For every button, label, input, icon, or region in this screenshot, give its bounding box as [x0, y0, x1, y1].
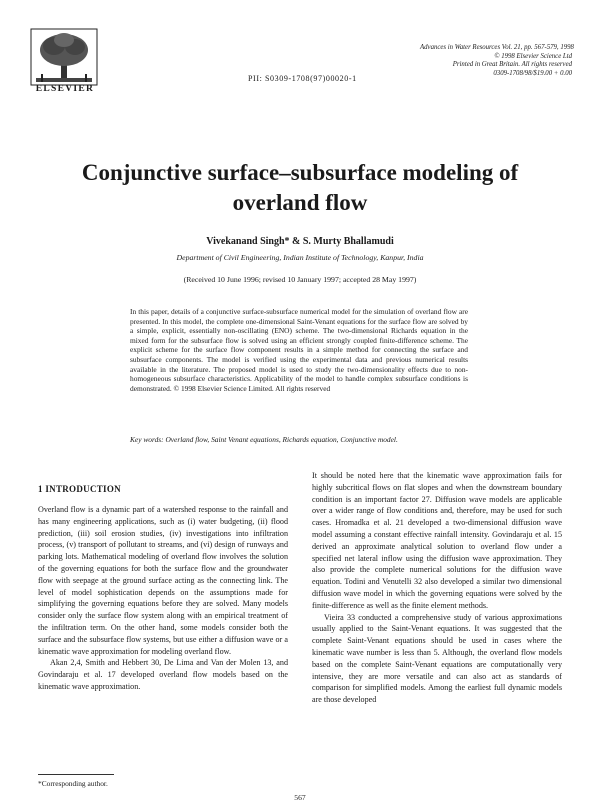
journal-line: 0309-1708/98/$19.00 + 0.00 [493, 69, 572, 77]
page-number: 567 [294, 793, 306, 802]
title-line: overland flow [232, 190, 368, 215]
pii-code: PII: S0309-1708(97)00020-1 [248, 74, 357, 83]
publisher-logo-text: ELSEVIER [35, 84, 95, 94]
journal-line: © 1998 Elsevier Science Ltd [494, 52, 572, 60]
paragraph: Overland flow is a dynamic part of a watershed response to the rainfall and has many engineering applications, such as (i) water budgeting, (ii) flood prediction, (iii) soil erosion studies, (iv) investigations into infiltration process, (v) transport of pollutant to streams, and (vi) design of runways and parking lots. Mathematical modeling of overland flow involves the solution of the governing equations for both the surface flow and the groundwater flow with seepage at the ground surface acting as the connecting link. The level of model sophistication depends on the assumptions made for simplifying the governing equations before they are solved. Many models consider only the surface flow system along with an empirical treatment of the infiltration term. On the other hand, some models consider both the surface and the subsurface flow systems, but use either a diffusion wave or a kinematic wave approximation for modeling overland flow. [38, 505, 288, 656]
paragraph: Akan 2,4, Smith and Hebbert 30, De Lima and Van der Molen 13, and Govindaraju et al. 17 developed overland flow models based on the kinematic wave approximation. [38, 658, 288, 691]
footnote-rule [38, 774, 114, 775]
journal-line: Advances in Water Resources Vol. 21, pp. 567-579, 1998 [420, 44, 574, 51]
abstract: In this paper, details of a conjunctive surface-subsurface numerical model for the simulation of overland flow are presented. In this model, the complete one-dimensional Saint-Venant equations for the surface flow are solved by a simple, explicit, essentially non-oscillating (ENO) scheme. The two-dimensional Richards equation in the mixed form for the subsurface flow is solved using an efficient strongly coupled finite-difference scheme. The explicit scheme for the surface flow component results in a simple method for connecting the surface and subsurface components. The model is verified using the experimental data and previous numerical results available in the literature. The proposed model is used to study the two-dimensionality effects due to non-homogeneous subsurface characteristics. Applicability of the model to handle complex subsurface conditions is demonstrated. © 1998 Elsevier Science Limited. All rights reserved [130, 307, 468, 393]
received-dates: (Received 10 June 1996; revised 10 January 1997; accepted 28 May 1997) [183, 275, 417, 284]
authors: Vivekanand Singh* & S. Murty Bhallamudi [206, 236, 394, 247]
elsevier-tree-logo [30, 28, 98, 88]
column-left [38, 504, 288, 693]
journal-line: Printed in Great Britain. All rights reserved [452, 61, 572, 69]
paragraph: Vieira 33 conducted a comprehensive study of various approximations usually applied to the Saint-Venant equations. It was suggested that the complete Saint-Venant equations should be used in cases where the kinematic wave number is less than 5. Although, the overland flow models based on the complete Saint-Venant equations are computationally very intensive, they are more versatile and can also act as standards of comparison for simplified models. Among the earliest full dynamic models are those developed [312, 612, 562, 705]
column-right [312, 470, 562, 706]
keywords: Key words: Overland flow, Saint Venant equations, Richards equation, Conjunctive model. [130, 435, 398, 444]
section-heading: 1 INTRODUCTION [38, 484, 121, 494]
footnote: *Corresponding author. [38, 779, 108, 788]
paper-title [40, 158, 560, 218]
affiliation: Department of Civil Engineering, Indian Institute of Technology, Kanpur, India [176, 253, 424, 262]
journal-info [420, 44, 572, 78]
title-line: Conjunctive surface–subsurface modeling of [81, 160, 519, 185]
paragraph: It should be noted here that the kinematic wave approximation fails for highly subcritical flows on flat slopes and when the downstream boundary condition is an important factor 27. Diffusion wave models are applicable over a wider range of flow conditions and, therefore, may be used for such cases. Hromadka et al. 21 developed a two-dimensional diffusion wave model assuming a constant effective rainfall intensity. Govindaraju et al. 15 derived an approximate analytical solution to overland flow under a specified net lateral inflow using the diffusion wave approximation. They also provide the complete numerical solutions for the diffusion wave equation. Todini and Venutelli 32 also developed a similar two dimensional diffusion wave model in which the governing equations were solved by the finite-difference as well as the finite element methods. [312, 471, 562, 610]
